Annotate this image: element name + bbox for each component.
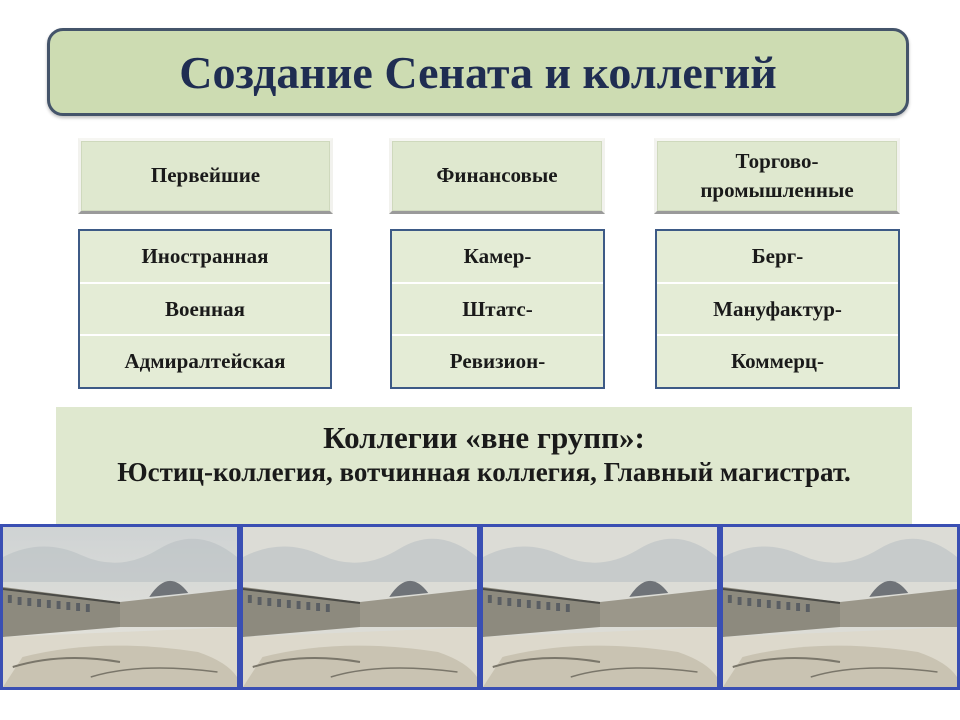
- list-item: Военная: [80, 284, 330, 337]
- list-item: Иностранная: [80, 231, 330, 284]
- group-header-label: Финансовые: [436, 163, 558, 188]
- group-header-financial: [389, 138, 605, 214]
- engraving-image: [480, 524, 720, 690]
- group-header-first: [78, 138, 333, 214]
- group-list-first: [78, 229, 332, 389]
- other-collegia-box: [56, 407, 912, 525]
- engraving-icon: [243, 527, 477, 687]
- other-collegia-text: Юстиц-коллегия, вотчинная коллегия, Главный магистрат.: [117, 457, 851, 488]
- list-item: Адмиралтейская: [80, 336, 330, 387]
- group-header-label: Первейшие: [150, 163, 261, 188]
- engraving-icon: [3, 527, 237, 687]
- engraving-image: [0, 524, 240, 690]
- list-item: Ревизион-: [392, 336, 603, 387]
- engraving-strip: [0, 524, 960, 690]
- engraving-icon: [483, 527, 717, 687]
- list-item: Берг-: [657, 231, 898, 284]
- engraving-image: [720, 524, 960, 690]
- group-header-label: Торгово-промышленные: [700, 148, 854, 202]
- list-item: Мануфактур-: [657, 284, 898, 337]
- group-header-trade: [654, 138, 900, 214]
- other-collegia-title: Коллегии «вне групп»:: [323, 420, 645, 455]
- engraving-icon: [723, 527, 957, 687]
- list-item: Штатс-: [392, 284, 603, 337]
- group-list-financial: [390, 229, 605, 389]
- group-list-trade: [655, 229, 900, 389]
- title-banner: [47, 28, 909, 116]
- page-title: Создание Сената и коллегий: [179, 46, 777, 98]
- engraving-image: [240, 524, 480, 690]
- list-item: Камер-: [392, 231, 603, 284]
- list-item: Коммерц-: [657, 336, 898, 387]
